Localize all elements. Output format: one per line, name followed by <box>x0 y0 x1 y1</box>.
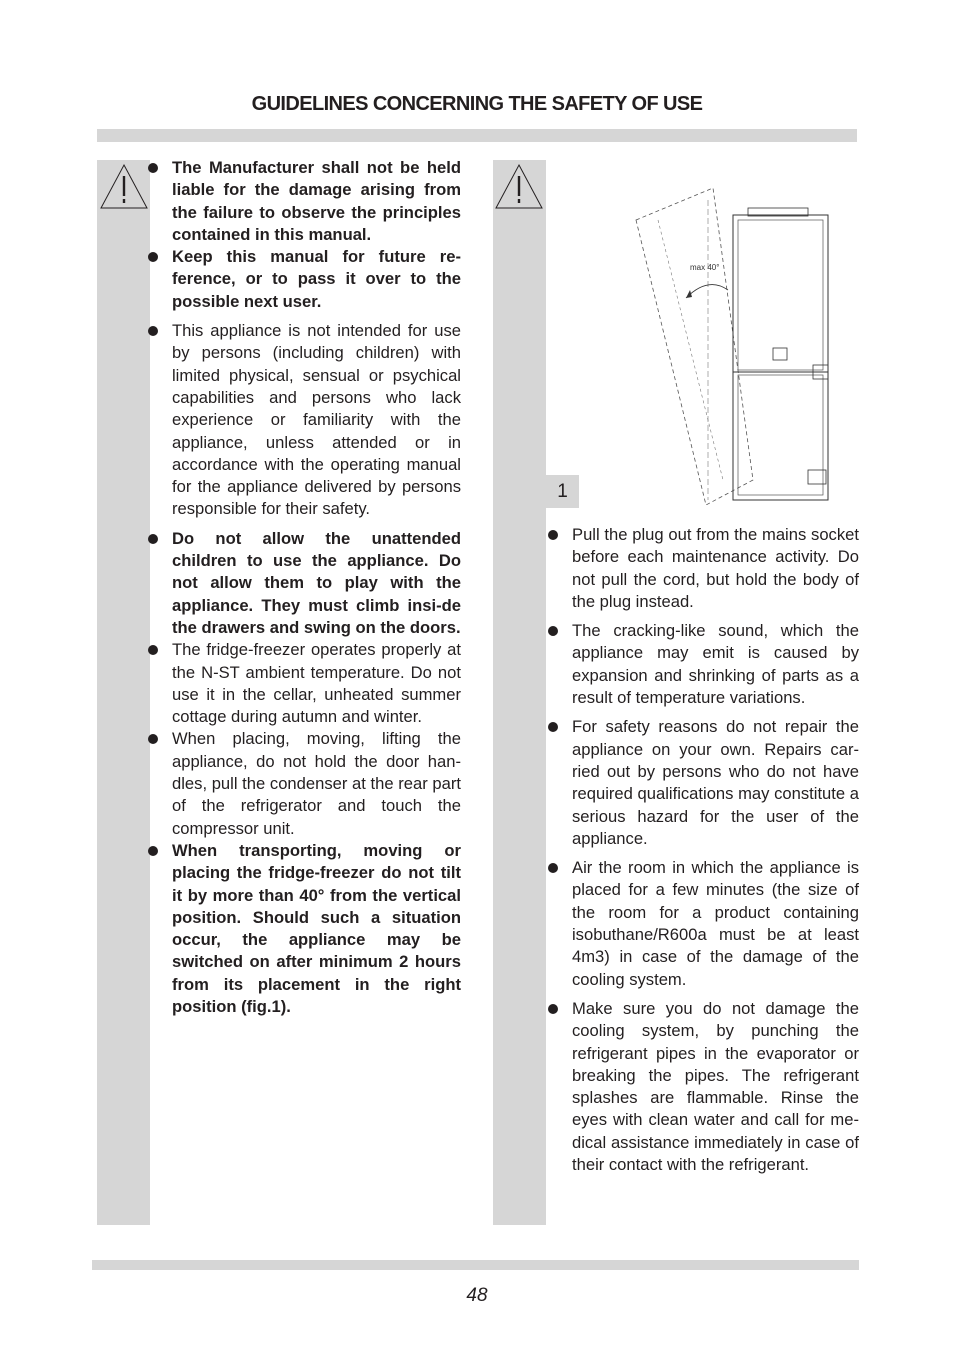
page-number: 48 <box>466 1285 488 1306</box>
list-item: The fridge-freezer operates properly at the N-ST ambient temperature. Do not use it in the cellar, unheated summer cottage during autumn and winter. <box>172 639 461 728</box>
list-item: For safety reasons do not repair the appliance on your own. Repairs car-ried out by persons who do not have required qualifications may constitute a serious hazard for the user of the appliance. <box>572 716 859 850</box>
list-item: The Manufacturer shall not be held liable for the damage arising from the failure to observe the principles contained in this manual. <box>172 157 461 246</box>
left-margin-strip <box>97 160 150 1225</box>
list-item: Keep this manual for future re-ference, or to pass it over to the possible next user. <box>172 246 461 313</box>
list-item: Do not allow the unattended children to use the appliance. Do not allow them to play with the appliance. They must climb insi-de the drawers and swing on the doors. <box>172 528 461 639</box>
figure-number: 1 <box>546 475 579 508</box>
list-item: Air the room in which the appliance is placed for a few minutes (the size of the room for a product containing isobuthane/R600a must be at least 4m3) in case of the damage of the cooling system. <box>572 857 859 991</box>
fridge-tilt-figure <box>628 180 858 505</box>
page-title: GUIDELINES CONCERNING THE SAFETY OF USE <box>251 93 703 115</box>
bottom-divider <box>92 1260 859 1270</box>
list-item: This appliance is not intended for use by persons (including children) with limited physical, sensual or psychical capabilities and persons who lack experience or familiarity with the appliance, unless attended or in accordance with the operating manual for the appliance delivered by persons responsible for their safety. <box>172 320 461 521</box>
list-item: Pull the plug out from the mains socket before each maintenance activity. Do not pull the cord, but hold the body of the plug instead. <box>572 524 859 613</box>
right-column <box>572 524 859 1183</box>
list-item: When transporting, moving or placing the fridge-freezer do not tilt it by more than 40° from the vertical position. Should such a situation occur, the appliance may be switched on after minimum 2 hours from its placement in the right position (fig.1). <box>172 840 461 1018</box>
right-margin-strip <box>493 160 546 1225</box>
warning-triangle-icon <box>494 162 544 210</box>
left-column <box>172 157 461 1018</box>
list-item: When placing, moving, lifting the appliance, do not hold the door han-dles, pull the condenser at the rear part of the refrigerator and touch the compressor unit. <box>172 728 461 839</box>
warning-triangle-icon <box>99 162 149 210</box>
angle-label: max 40° <box>690 263 720 272</box>
list-item: The cracking-like sound, which the appliance may emit is caused by expansion and shrinking of parts as a result of temperature variations. <box>572 620 859 709</box>
top-divider <box>97 129 857 142</box>
list-item: Make sure you do not damage the cooling system, by punching the refrigerant pipes in the evaporator or breaking the pipes. The refrigerant splashes are flammable. Rinse the eyes with clean water and call for me-dical assistance immediately in case of their contact with the refrigerant. <box>572 998 859 1176</box>
